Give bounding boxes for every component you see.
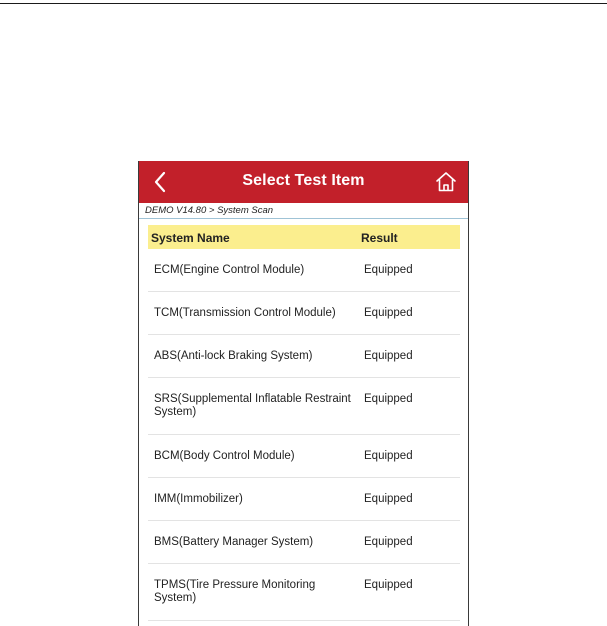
- system-name: SRS(Supplemental Inflatable Restraint System): [154, 393, 351, 418]
- system-name: BCM(Body Control Module): [154, 450, 295, 462]
- result-value: Equipped: [364, 493, 413, 505]
- device-screen: [138, 161, 469, 626]
- app-bar: [139, 161, 468, 203]
- result-value: Equipped: [364, 579, 413, 591]
- result-value: Equipped: [364, 536, 413, 548]
- table-row[interactable]: [148, 478, 460, 521]
- breadcrumb: DEMO V14.80 > System Scan: [139, 203, 468, 219]
- system-name: IMM(Immobilizer): [154, 493, 243, 505]
- page-title: Select Test Item: [242, 172, 365, 189]
- table-row[interactable]: [148, 335, 460, 378]
- table-row[interactable]: [148, 564, 460, 621]
- system-name: TCM(Transmission Control Module): [154, 307, 336, 319]
- top-rule: [0, 3, 607, 4]
- result-value: Equipped: [364, 393, 413, 405]
- table-row[interactable]: [148, 378, 460, 435]
- table-row[interactable]: [148, 292, 460, 335]
- table-row[interactable]: [148, 249, 460, 292]
- home-icon[interactable]: [434, 170, 458, 194]
- system-name: ABS(Anti-lock Braking System): [154, 350, 313, 362]
- system-name: BMS(Battery Manager System): [154, 536, 314, 548]
- result-value: Equipped: [364, 307, 413, 319]
- test-item-table: [148, 225, 460, 621]
- result-value: Equipped: [364, 450, 413, 462]
- table-row[interactable]: [148, 435, 460, 478]
- system-name: ECM(Engine Control Module): [154, 264, 305, 276]
- result-value: Equipped: [364, 264, 413, 276]
- column-header-result: Result: [361, 231, 398, 245]
- result-value: Equipped: [364, 350, 413, 362]
- column-header-system-name: System Name: [151, 231, 230, 245]
- table-header: [148, 225, 460, 249]
- system-name: TPMS(Tire Pressure Monitoring System): [154, 579, 316, 604]
- table-row[interactable]: [148, 521, 460, 564]
